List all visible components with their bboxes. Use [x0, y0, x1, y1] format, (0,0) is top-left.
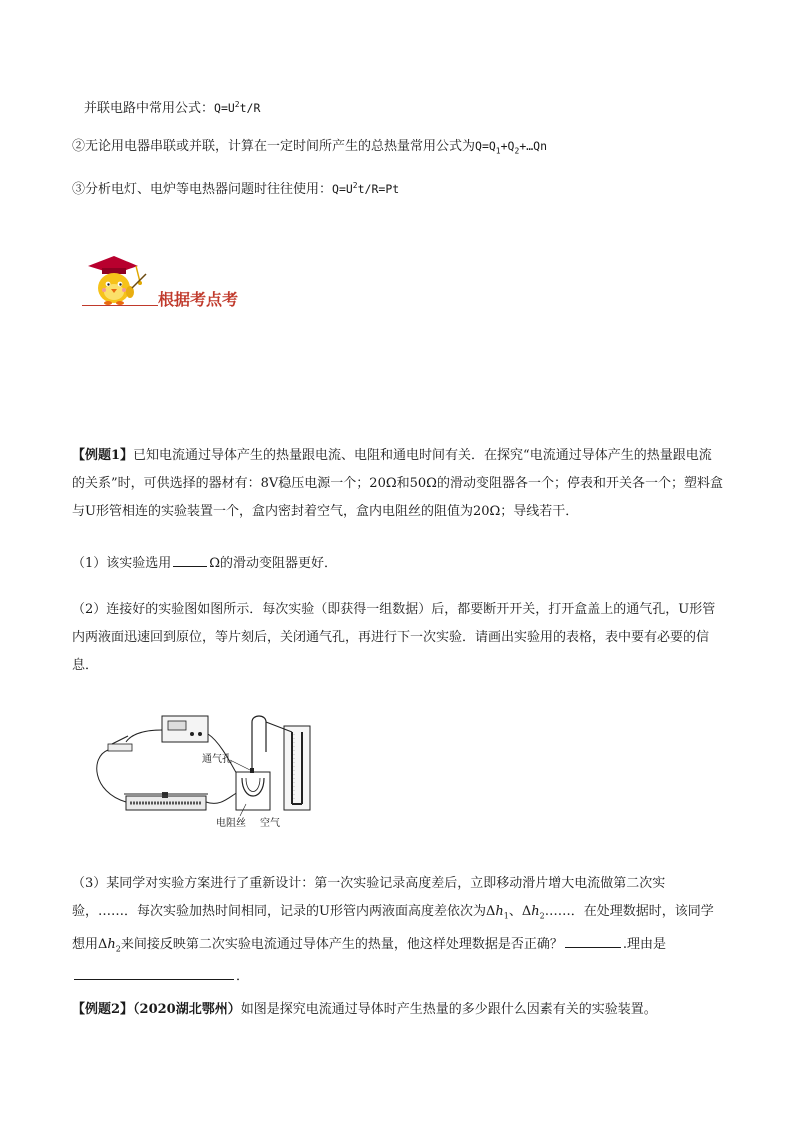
q3-var: h [531, 904, 540, 919]
mascot-graduate-icon [80, 252, 152, 308]
parallel-label: 并联电路中常用公式： [84, 100, 215, 116]
q3-text-e: .理由是 [622, 936, 667, 952]
q3-text-a: （3）某同学对实验方案进行了重新设计：第一次实验记录高度差后，立即移动滑片增大电流做第二次实验，……．每次实验加热时间相同，记录的U形管内两液面高度差依次为Δ [72, 876, 666, 919]
section-underline [82, 305, 158, 306]
formula-part: Q=U [332, 181, 353, 196]
q3-sub: 2 [115, 944, 121, 954]
rheostat-icon [124, 792, 208, 810]
plastic-box-icon [236, 768, 270, 810]
example1-label: 【例题1】 [72, 448, 134, 463]
formula-parallel [84, 96, 260, 118]
formula-part: t/R [239, 100, 261, 115]
formula-sub: 2 [514, 146, 520, 156]
q3-text-f: ． [236, 969, 250, 985]
formula-sup: 2 [352, 181, 358, 190]
air-label: 空气 [260, 818, 280, 829]
experiment-apparatus-figure [80, 712, 340, 832]
item2-formula [475, 139, 548, 156]
formula-part: +…Qn [519, 139, 548, 153]
formula-part: Q=Q [475, 139, 496, 153]
q3-answer-blank-2[interactable] [74, 965, 234, 980]
q3-text-b: 、Δ [508, 904, 532, 919]
switch-icon [108, 736, 132, 751]
example1-text: 已知电流通过导体产生的热量跟电流、电阻和通电时间有关．在探究“电流通过导体产生的热量跟电流的关系”时，可供选择的器材有：8V稳压电源一个；20Ω和50Ω的滑动变阻器各一个；停表和开关各一个；塑料盒与U形管相连的实验装置一个，盒内密封着空气，盒内电阻丝的阻值为20Ω；导线若干． [72, 448, 723, 519]
parallel-formula [214, 101, 260, 115]
item3-text: ③分析电灯、电炉等电热器问题时往往使用： [72, 181, 333, 197]
formula-part: +Q [500, 139, 515, 153]
q3-answer-blank-1[interactable] [565, 933, 621, 948]
section-title: 根据考点考 [158, 290, 239, 309]
q3-text-d: 来间接反映第二次实验电流通过导体产生的热量，他这样处理数据是否正确？ [120, 936, 563, 952]
formula-item-2 [72, 137, 547, 160]
q1-text-b: Ω的滑动变阻器更好． [209, 556, 338, 571]
example2 [72, 996, 724, 1024]
formula-sub: 1 [495, 146, 501, 156]
q3-text-c: ……．在处理数据时，该同学想用Δ [72, 904, 714, 952]
example1-question-1 [72, 550, 724, 578]
example2-source: （2020湖北鄂州） [133, 1002, 241, 1017]
resistor-wire-label: 电阻丝 [216, 818, 246, 829]
example1-question-2: （2）连接好的实验图如图所示．每次实验（即获得一组数据）后，都要断开开关，打开盒盖上的通气孔，U形管内两液面迅速回到原位，等片刻后，关闭通气孔，再进行下一次实验．请画出实验用的表格，表中要有必要的信息． [72, 602, 716, 673]
formula-sup: 2 [234, 100, 240, 109]
q1-text-a: （1）该实验选用 [72, 556, 172, 571]
example2-text: 如图是探究电流通过导体时产生热量的多少跟什么因素有关的实验装置。 [240, 1002, 657, 1017]
q3-sub: 1 [503, 911, 509, 921]
q3-var: h [495, 904, 504, 919]
formula-part: t/R=Pt [357, 181, 400, 196]
vent-label: 通气孔 [202, 754, 232, 765]
example2-label: 【例题2】 [72, 1002, 134, 1017]
formula-item-3 [72, 177, 399, 199]
item2-text: ②无论用电器串联或并联，计算在一定时间所产生的总热量常用公式为 [72, 139, 476, 154]
formula-part: Q=U [214, 100, 235, 115]
example1-question-3 [72, 870, 724, 991]
example1-intro [72, 442, 724, 526]
q3-sub: 2 [539, 911, 545, 921]
q1-answer-blank[interactable] [173, 552, 207, 567]
item3-formula [332, 182, 399, 196]
q3-var: h [107, 936, 116, 952]
